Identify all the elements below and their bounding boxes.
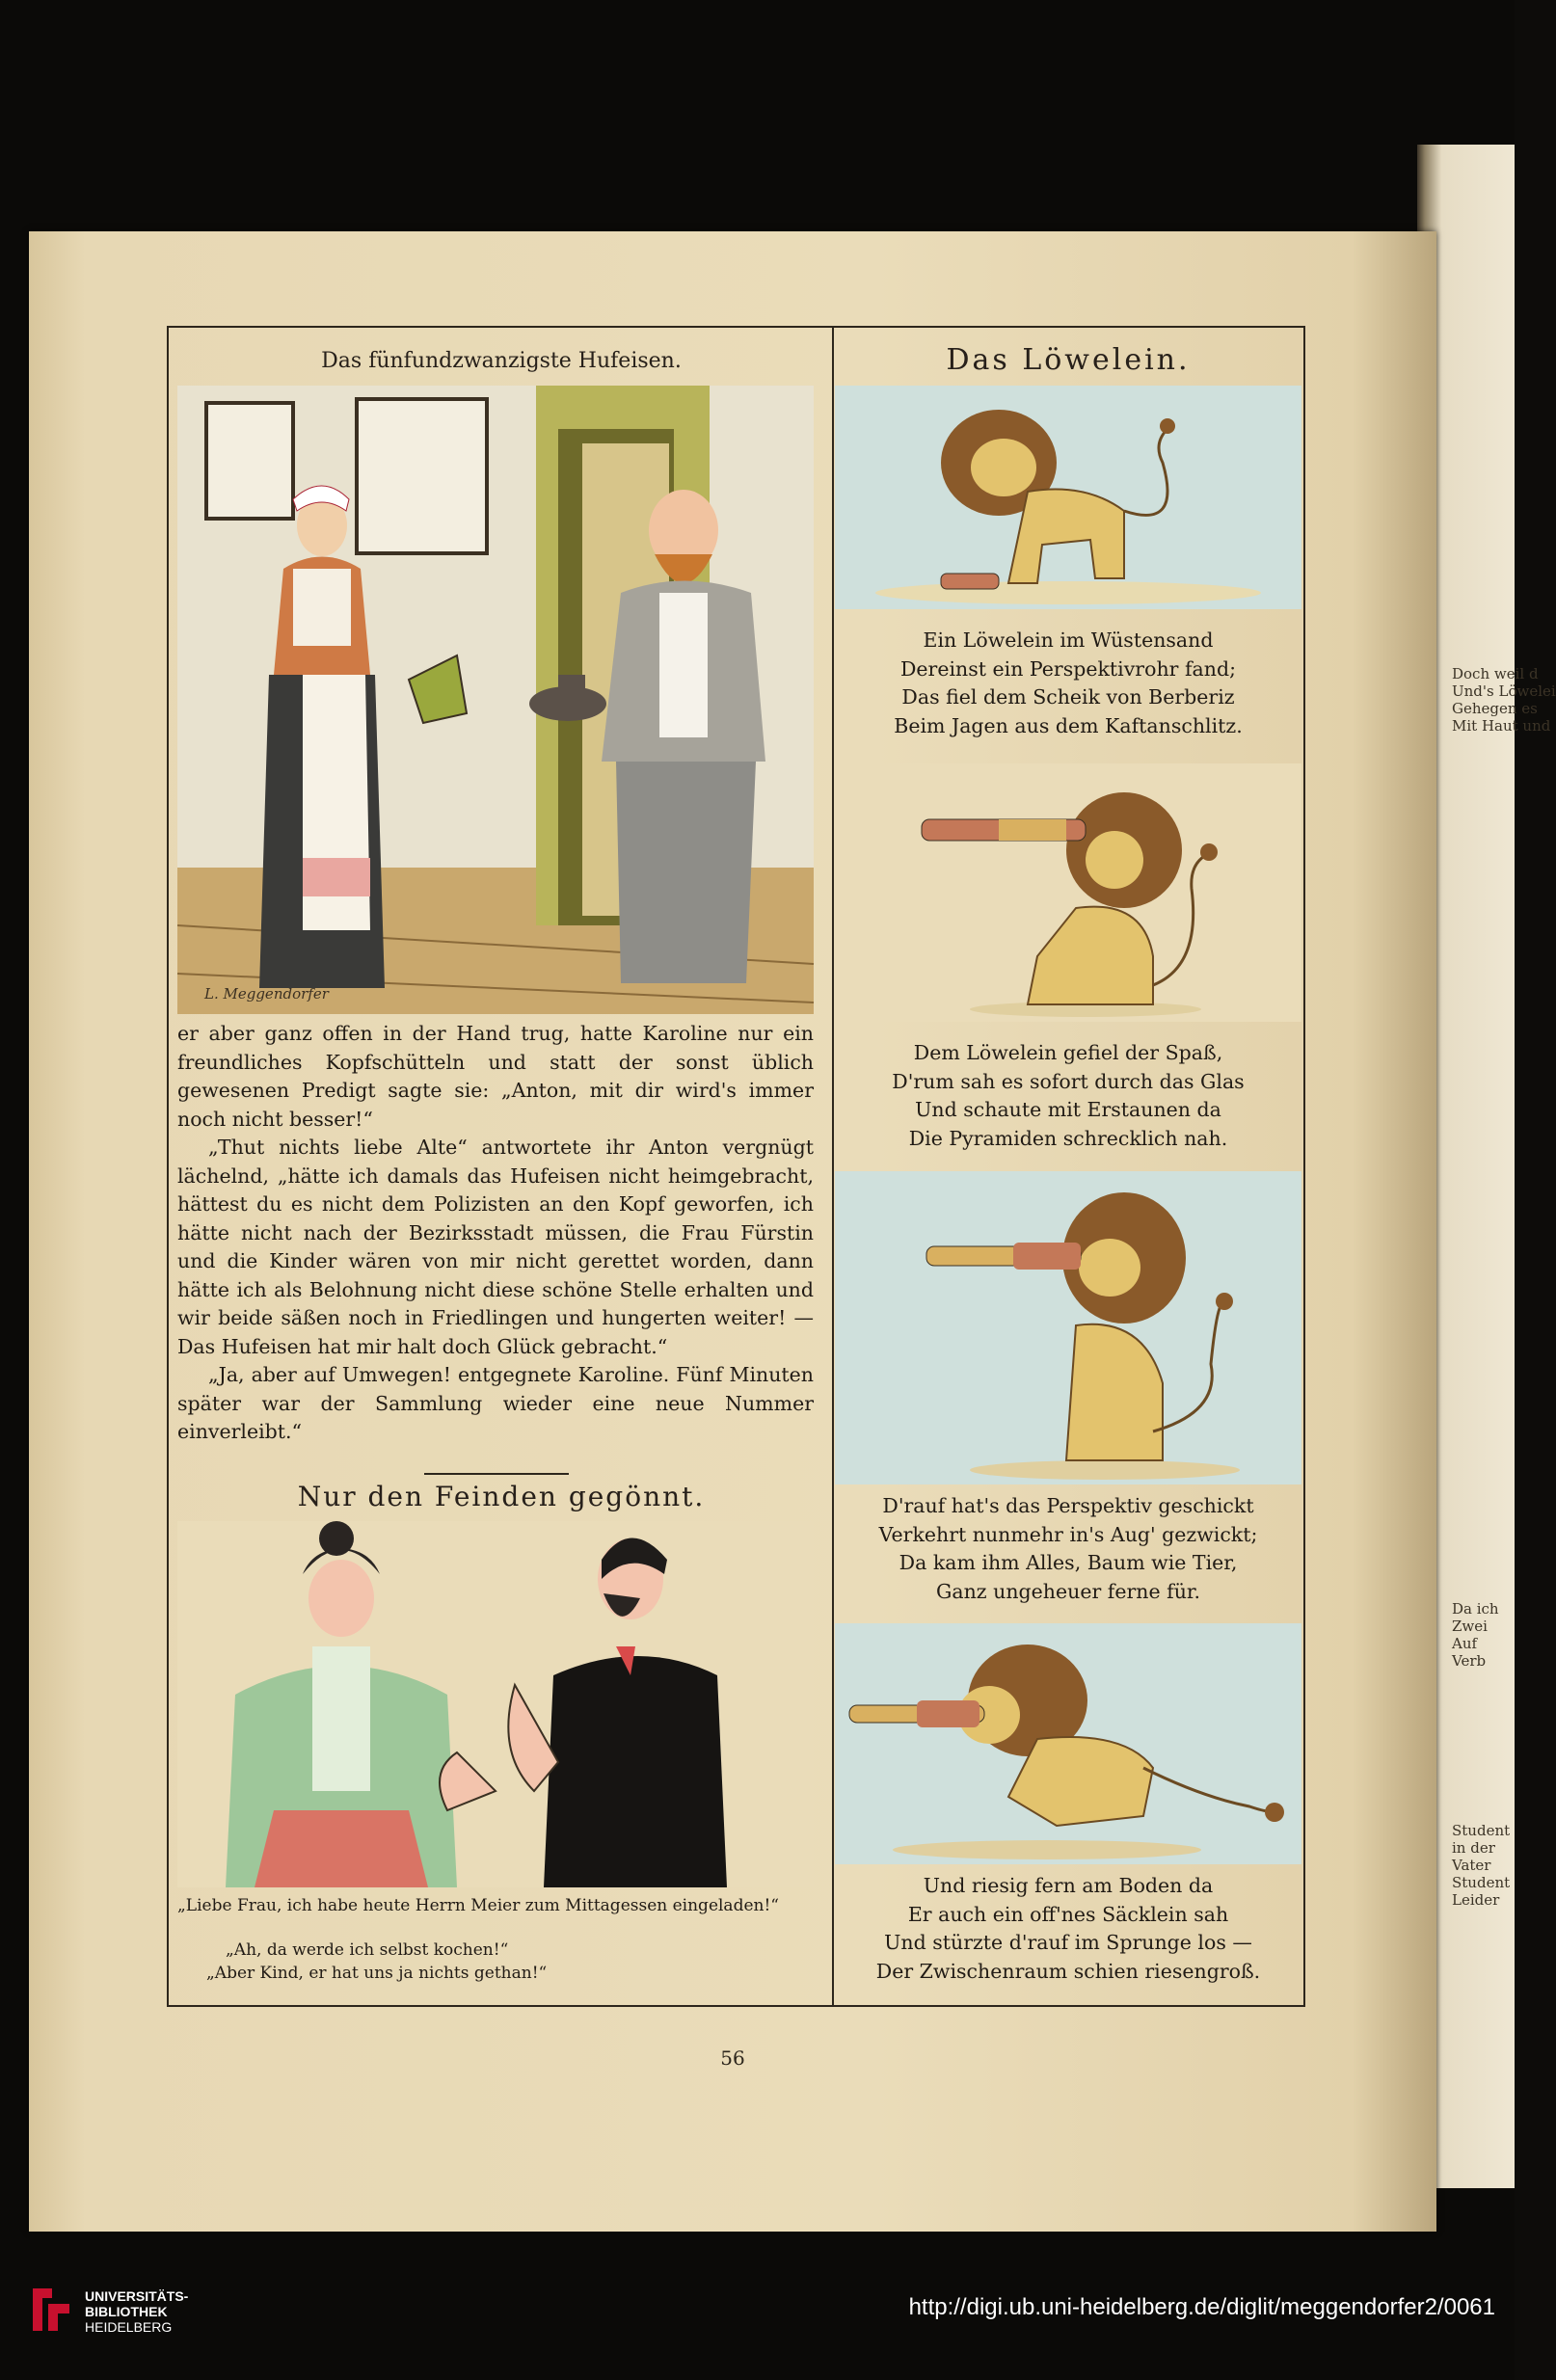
next-page-text-3: Student in der Vater Student Leider <box>1452 1822 1511 1909</box>
verse-line: Das fiel dem Scheik von Berberiz <box>901 685 1235 709</box>
column-divider <box>832 326 834 2007</box>
page-number: 56 <box>720 2046 745 2070</box>
section-rule <box>424 1473 569 1475</box>
verse-line: Und schaute mit Erstaunen da <box>915 1098 1221 1121</box>
illustration-lion-telescope-reversed <box>835 1171 1301 1484</box>
verse-line: Dem Löwelein gefiel der Spaß, <box>913 1041 1223 1064</box>
caption-line-2: „Ah, da werde ich selbst kochen!“ <box>226 1940 509 1960</box>
verse-stanza-3 <box>835 1492 1301 1606</box>
verse-line: Die Pyramiden schrecklich nah. <box>908 1126 1228 1150</box>
verse-line: D'rauf hat's das Perspektiv geschickt <box>882 1494 1254 1517</box>
story-title-hufeisen: Das fünfundzwanzigste Hufeisen. <box>321 349 682 373</box>
illustration-maid-and-anton <box>177 386 814 1014</box>
verse-line: Ein Löwelein im Wüstensand <box>923 628 1214 652</box>
artist-signature: L. Meggendorfer <box>204 985 329 1003</box>
verse-line: Er auch ein off'nes Säcklein sah <box>907 1902 1229 1926</box>
verse-line: Beim Jagen aus dem Kaftanschlitz. <box>894 713 1243 737</box>
verse-line: Da kam ihm Alles, Baum wie Tier, <box>899 1551 1238 1574</box>
verse-line: Und riesig fern am Boden da <box>923 1874 1214 1897</box>
caption-line-3: „Aber Kind, er hat uns ja nichts gethan!“ <box>206 1964 548 1983</box>
library-name: UNIVERSITÄTS- BIBLIOTHEK HEIDELBERG <box>85 2288 189 2335</box>
story-title-feinden: Nur den Feinden gegönnt. <box>297 1481 706 1512</box>
verse-line: Der Zwischenraum schien riesengroß. <box>875 1959 1261 1983</box>
illustration-lion-leaping <box>835 1623 1301 1864</box>
verse-stanza-2 <box>835 1039 1301 1153</box>
verse-line: Verkehrt nunmehr in's Aug' gezwickt; <box>878 1522 1258 1546</box>
next-page-text-2: Da ich Zwei Auf Verb <box>1452 1600 1499 1670</box>
story-prose <box>177 1020 814 1447</box>
verse-line: Ganz ungeheuer ferne für. <box>936 1579 1200 1603</box>
caption-line-1: „Liebe Frau, ich habe heute Herrn Meier zum Mittagessen eingeladen!“ <box>177 1896 779 1915</box>
prose-paragraph-2: „Thut nichts liebe Alte“ antwortete ihr Anton vergnügt lächelnd, „hätte ich damals das Hufeisen nicht heimgebracht, hättest du es nicht dem Polizisten an den Kopf geworfen, ich hätte nicht nach der Bezirksstadt müssen, die Frau Fürstin und die Kinder wären von mir nicht gerettet worden, dann hätte ich als Belohnung nicht diese schöne Stelle erhalten und wir beide säßen noch in Friedlingen und hungerten weiter! — Das Hufeisen hat mir halt doch Glück gebracht.“ <box>177 1136 814 1358</box>
verse-stanza-4 <box>835 1872 1301 1986</box>
source-url[interactable]: http://digi.ub.uni-heidelberg.de/diglit/meggendorfer2/0061 <box>908 2294 1495 2320</box>
illustration-couple <box>177 1521 814 1887</box>
illustration-lion-looking-through-telescope <box>835 763 1301 1022</box>
next-page-text-1: Doch weil d Und's Löwelei Gehegen es Mit Haut und <box>1452 665 1556 735</box>
illustration-lion-finds-telescope <box>835 386 1301 609</box>
story-title-loewelein: Das Löwelein. <box>946 343 1191 377</box>
library-logo-icon <box>29 2285 73 2335</box>
prose-paragraph-3: „Ja, aber auf Umwegen! entgegnete Karoline. Fünf Minuten später war der Sammlung wieder eine neue Nummer einverleibt.“ <box>177 1363 814 1443</box>
verse-line: Und stürzte d'rauf im Sprunge los — <box>884 1931 1252 1954</box>
prose-paragraph-1: er aber ganz offen in der Hand trug, hatte Karoline nur ein freundliches Kopfschütteln und statt der sonst üblich gewesenen Predigt sagte sie: „Anton, mit dir wird's immer noch nicht besser!“ <box>177 1022 814 1131</box>
verse-line: Dereinst ein Perspektivrohr fand; <box>899 656 1237 681</box>
verse-line: D'rum sah es sofort durch das Glas <box>892 1069 1245 1093</box>
verse-stanza-1 <box>835 627 1301 740</box>
